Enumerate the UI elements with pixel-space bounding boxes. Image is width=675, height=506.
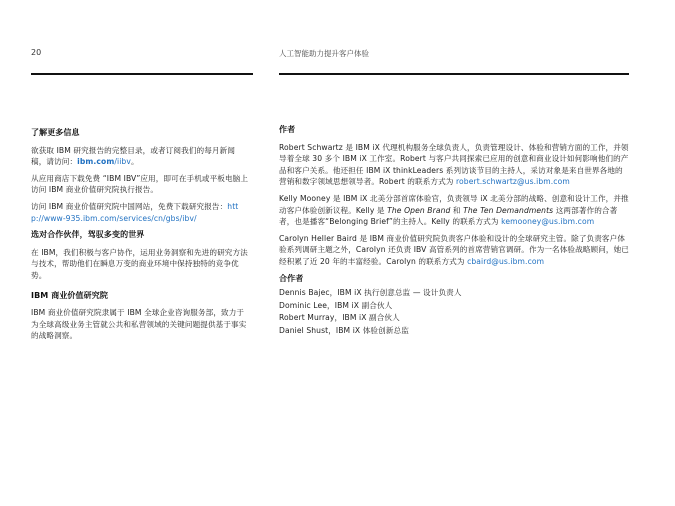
mooney-text-1: Kelly Mooney 是 IBM iX 北美分部首席体验官，负责领导 iX 北美分部的战略、创意和设计工作，并推动客户体验创新议程。Kelly 是 (279, 193, 629, 215)
ibm-com-link[interactable]: ibm.com (77, 157, 115, 167)
partner-heading: 选对合作伙伴，驾驭多变的世界 (31, 230, 145, 240)
partners-heading: 合作者 (279, 273, 304, 283)
learn-more-heading: 了解更多信息 (31, 128, 80, 137)
partner-name: Dominic Lee，IBM iX 副合伙人 (279, 300, 393, 310)
mooney-email-link[interactable]: kemooney@us.ibm.com (501, 217, 595, 227)
learn-more-paragraph (31, 145, 250, 168)
iibv-link[interactable]: /iibv (114, 157, 131, 167)
running-title: 人工智能助力提升客户体验 (279, 49, 369, 58)
china-site-link[interactable]: http://www-935.ibm.com/services/cn/gbs/ibv/ (31, 201, 239, 223)
right-column (279, 124, 629, 338)
schwartz-bio (279, 142, 629, 188)
schwartz-text: Robert Schwartz 是 IBM iX 代理机构服务全球负责人，负责管理设计、体验和营销方面的工作，并领导着全球 30 多个 IBM iX 工作室。Robert 与客户共同探索已应用的创意和商业设计如何影响他们的产品和客户关系。他还担任 IBM iX thinkLeaders 系列访谈节目的主持人，采访对象是来自世界各地的营销和数字领域思想领导者。Robert 的联系方式为 (279, 142, 629, 187)
page-number: 20 (31, 48, 42, 57)
china-site-text: 访问 IBM 商业价值研究院中国网站，免费下载研究报告： (31, 201, 228, 211)
app-download-paragraph: 从应用商店下载免费 “IBM IBV”应用，即可在手机或平板电脑上访问 IBM 商业价值研究院执行报告。 (31, 173, 249, 195)
baird-bio (279, 233, 629, 268)
mooney-and: 和 (450, 205, 464, 215)
partners-list (279, 287, 629, 337)
right-header-rule (279, 73, 629, 75)
partner-paragraph: 在 IBM，我们积极与客户协作，运用业务洞察和先进的研究方法与技术，帮助他们在瞬息万变的商业环境中保持独特的竞争优势。 (31, 247, 248, 280)
china-site-paragraph (31, 201, 250, 224)
schwartz-email-link[interactable]: robert.schwartz@us.ibm.com (455, 177, 570, 187)
partner-name: Daniel Shust，IBM iX 体验创新总监 (279, 325, 409, 335)
ibv-paragraph: IBM 商业价值研究院隶属于 IBM 全球企业咨询服务部，致力于为全球高级业务主管就公共和私营领域的关键问题提供基于事实的战略洞察。 (31, 308, 247, 341)
learn-more-end: 。 (130, 157, 139, 167)
authors-heading: 作者 (279, 125, 296, 134)
mooney-book-1: The Open Brand (387, 205, 451, 215)
mooney-text-2: 这两部著作的合著者，也是播客“Belonging Brief”的主持人。Kelly 的联系方式为 (279, 205, 618, 227)
mooney-book-2: The Ten Demandments (463, 205, 554, 215)
ibv-heading: IBM 商业价值研究院 (31, 290, 108, 300)
partner-name: Dennis Bajec，IBM iX 执行创意总监 — 设计负责人 (279, 288, 462, 298)
left-column (31, 127, 250, 347)
baird-email-link[interactable]: cbaird@us.ibm.com (467, 256, 545, 266)
mooney-bio (279, 193, 629, 228)
learn-more-text: 欲获取 IBM 研究报告的完整目录，或者订阅我们的每月新闻稿，请访问： (31, 145, 235, 167)
partner-name: Robert Murray，IBM iX 副合伙人 (279, 313, 400, 323)
left-header-rule (31, 73, 253, 75)
baird-text: Carolyn Heller Baird 是 IBM 商业价值研究院负责客户体验和设计的全球研究主管。除了负责客户体验系列调研主题之外，Carolyn 还负责 IBV 高管系列的首席营销官调研。作为一名体验战略顾问，她已经积累了近 20 年的丰富经验。Carolyn 的联系方式为 (279, 233, 629, 266)
